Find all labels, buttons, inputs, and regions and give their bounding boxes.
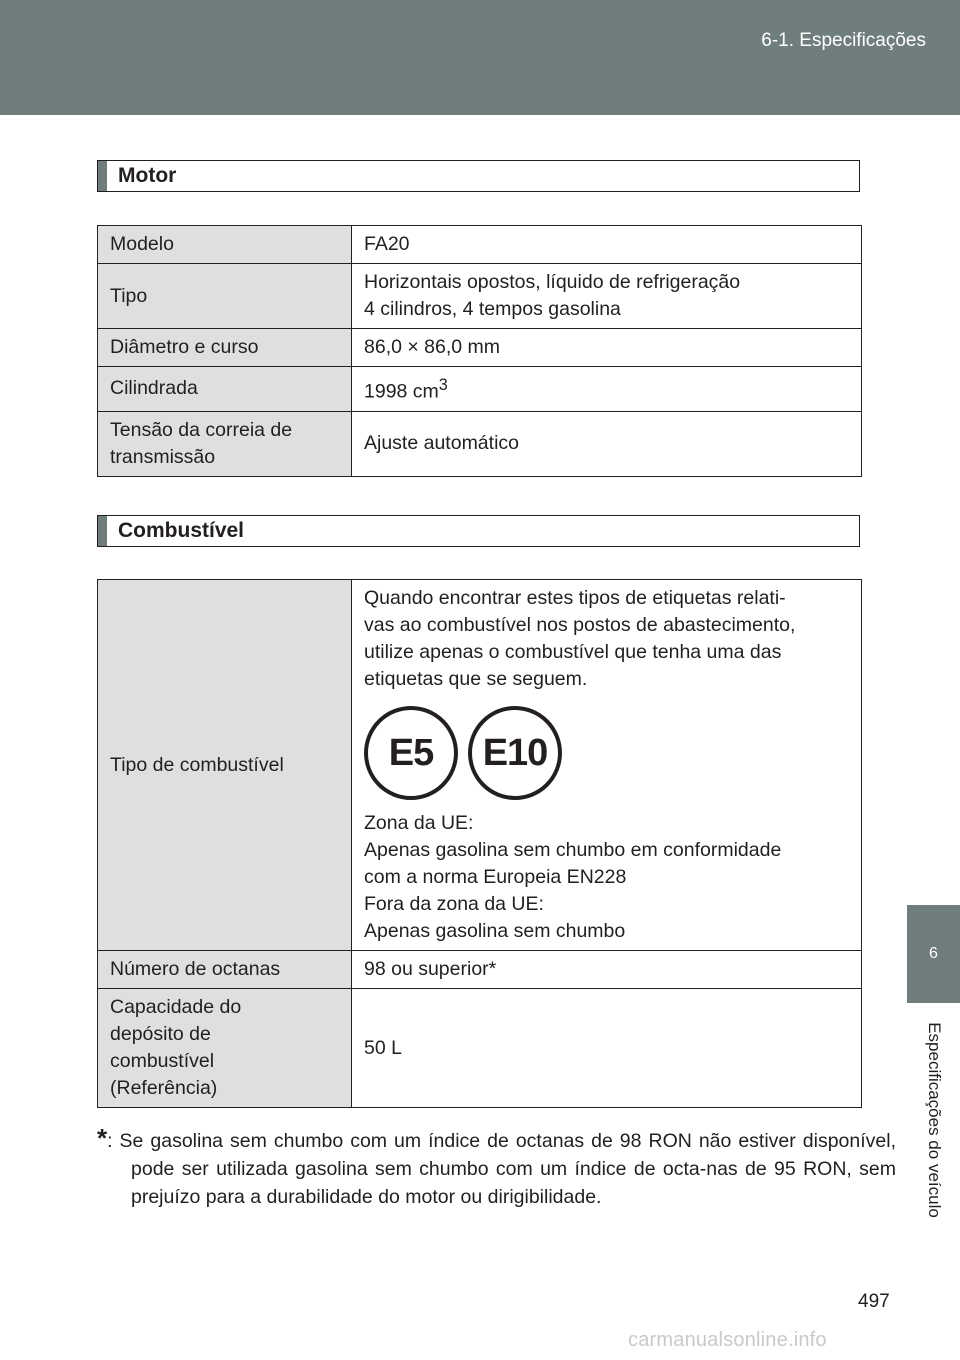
table-row xyxy=(98,226,862,264)
value-line: 4 cilindros, 4 tempos gasolina xyxy=(364,298,621,320)
label-line: Capacidade do xyxy=(110,996,242,1018)
table-row xyxy=(98,264,862,329)
e5-label-icon: E5 xyxy=(364,706,458,800)
page-header xyxy=(0,0,960,115)
row-label: Modelo xyxy=(98,226,352,264)
row-label xyxy=(98,989,352,1108)
zone-line: Fora da zona da UE: xyxy=(364,893,544,915)
motor-heading xyxy=(97,160,860,192)
zone-line: com a norma Europeia EN228 xyxy=(364,866,627,888)
table-row xyxy=(98,989,862,1108)
row-label xyxy=(98,411,352,476)
section-title: 6-1. Especificações xyxy=(761,30,926,51)
intro-line: Quando encontrar estes tipos de etiquetas relati- xyxy=(364,587,786,609)
footnote xyxy=(97,1124,896,1211)
row-value xyxy=(352,367,862,412)
row-label: Diâmetro e curso xyxy=(98,329,352,367)
row-label: Tipo xyxy=(98,264,352,329)
heading-marker xyxy=(98,516,107,546)
intro-line: utilize apenas o combustível que tenha uma das xyxy=(364,641,782,663)
label-line: transmissão xyxy=(110,445,216,468)
zone-line: Apenas gasolina sem chumbo xyxy=(364,920,626,942)
e10-label-icon: E10 xyxy=(468,706,562,800)
zone-line: Apenas gasolina sem chumbo em conformidade xyxy=(364,839,782,861)
row-value: 86,0 × 86,0 mm xyxy=(352,329,862,367)
chapter-number: 6 xyxy=(929,945,938,962)
chapter-tab xyxy=(907,905,960,1003)
table-row xyxy=(98,951,862,989)
label-line: (Referência) xyxy=(110,1077,218,1099)
table-row xyxy=(98,367,862,412)
footnote-marker: * xyxy=(97,1123,108,1153)
watermark: carmanualsonline.info xyxy=(628,1329,827,1351)
fuel-label-badges xyxy=(364,706,849,800)
heading-marker xyxy=(98,161,107,191)
row-value: 98 ou superior* xyxy=(352,951,862,989)
row-value xyxy=(352,580,862,951)
combustivel-table xyxy=(97,579,862,1108)
value-line: Horizontais opostos, líquido de refrigeração xyxy=(364,271,741,293)
footnote-text: : Se gasolina sem chumbo com um índice de octanas de 98 RON não estiver disponível, pode ser utilizada gasolina sem chumbo com um índice de octa-nas de 95 RON, sem prejuízo para a durabilidade do motor ou dirigibilidade. xyxy=(107,1130,896,1208)
combustivel-heading xyxy=(97,515,860,547)
table-row xyxy=(98,411,862,476)
page-number: 497 xyxy=(858,1291,890,1312)
intro-line: vas ao combustível nos postos de abastecimento, xyxy=(364,614,796,636)
combustivel-heading-text: Combustível xyxy=(118,519,245,542)
row-value xyxy=(352,264,862,329)
label-line: combustível xyxy=(110,1050,215,1072)
row-value: FA20 xyxy=(352,226,862,264)
chapter-label: Especificações do veículo xyxy=(925,1022,944,1218)
row-label: Tipo de combustível xyxy=(98,580,352,951)
row-value: 50 L xyxy=(352,989,862,1108)
label-line: depósito de xyxy=(110,1023,211,1045)
row-value: Ajuste automático xyxy=(352,411,862,476)
zone-line: Zona da UE: xyxy=(364,812,474,834)
row-label: Número de octanas xyxy=(98,951,352,989)
value-superscript: 3 xyxy=(438,376,448,394)
table-row xyxy=(98,580,862,951)
motor-heading-text: Motor xyxy=(118,164,177,187)
intro-line: etiquetas que se seguem. xyxy=(364,668,588,690)
value-text: 1998 cm xyxy=(364,380,439,403)
table-row xyxy=(98,329,862,367)
motor-table xyxy=(97,225,862,477)
label-line: Tensão da correia de xyxy=(110,418,293,441)
row-label: Cilindrada xyxy=(98,367,352,412)
